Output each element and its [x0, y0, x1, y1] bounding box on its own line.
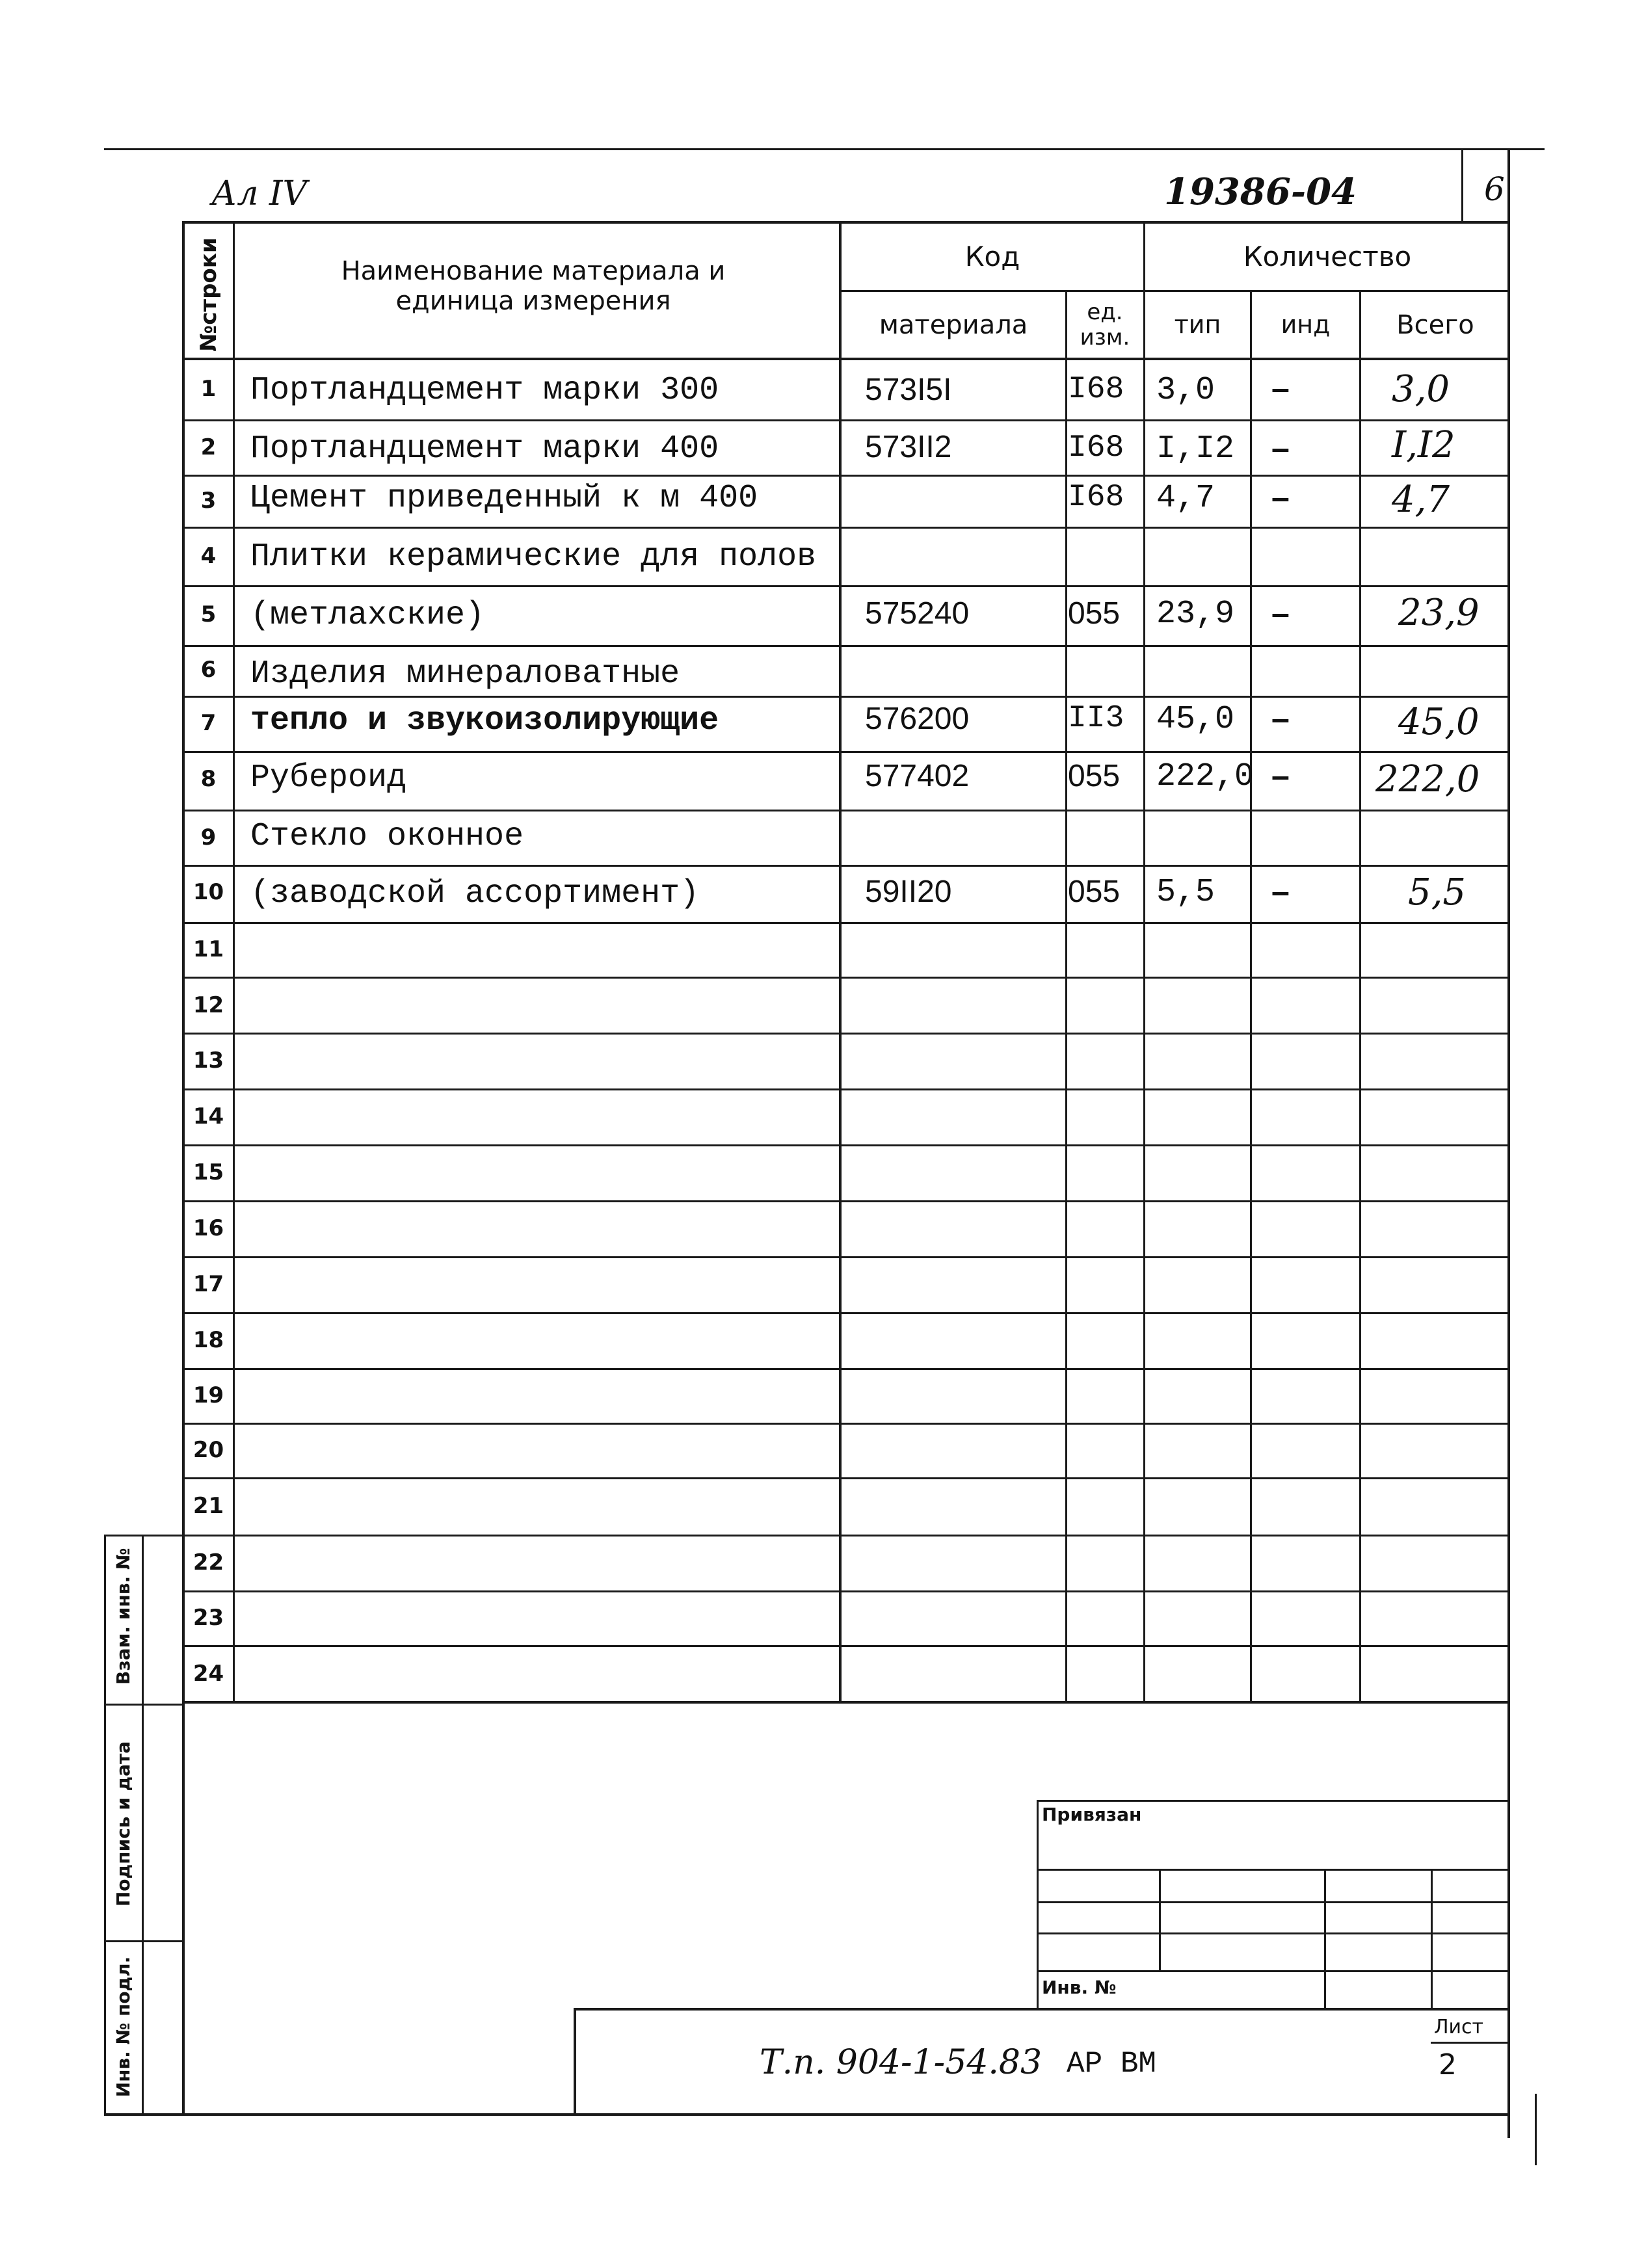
qty-type: 23,9: [1156, 596, 1235, 633]
qty-ind: –: [1271, 758, 1290, 794]
row-line: [182, 751, 1510, 753]
side-label-inv-podl: Инв. № подл.: [113, 1956, 134, 2098]
side-block-left: [104, 1535, 106, 2115]
stamp-sheet-label: Лист: [1434, 2016, 1484, 2038]
row-line: [182, 1535, 1510, 1536]
stamp-grid-line: [1037, 1901, 1510, 1903]
row-line: [182, 645, 1510, 647]
row-number: 2: [200, 434, 217, 460]
rownum-column-border: [233, 221, 235, 1702]
stamp-sheet-sep: [1431, 2042, 1510, 2044]
stamp-grid-line: [1037, 1970, 1510, 1972]
stamp-grid-col: [1431, 1869, 1433, 2008]
unit-code: I68: [1068, 372, 1124, 407]
side-block-sep-1: [104, 1704, 185, 1706]
material-code: 573II2: [865, 430, 952, 464]
qty-total: 3,0: [1392, 368, 1450, 410]
stamp-section: АР ВМ: [1067, 2047, 1157, 2081]
stamp-privyazan-top: [1037, 1800, 1510, 1802]
row-line: [182, 865, 1510, 867]
material-code: 577402: [865, 759, 970, 793]
ind-total-border: [1359, 291, 1361, 1702]
row-number: 4: [200, 543, 217, 569]
side-label-podpis: Подпись и дата: [113, 1741, 134, 1907]
row-number: 3: [200, 488, 217, 514]
unit-code: 055: [1068, 875, 1121, 909]
row-number: 1: [200, 376, 217, 402]
row-number: 21: [192, 1493, 224, 1519]
stamp-grid-line: [1037, 1869, 1510, 1871]
top-frame-line: [104, 148, 1545, 150]
code-qty-border: [1143, 221, 1145, 1702]
row-line: [182, 1368, 1510, 1370]
row-line: [182, 1477, 1510, 1479]
header-code: Код: [964, 240, 1020, 272]
row-number: 13: [192, 1048, 224, 1074]
qty-type: 222,0: [1156, 758, 1254, 795]
qty-ind: –: [1271, 873, 1290, 910]
material-name: (метлахские): [250, 597, 485, 634]
row-line: [182, 419, 1510, 421]
row-number: 18: [192, 1327, 224, 1353]
row-number: 24: [192, 1661, 224, 1687]
stamp-grid-col: [1159, 1869, 1161, 1970]
row-line: [182, 1088, 1510, 1090]
row-line: [182, 1144, 1510, 1146]
qty-ind: –: [1271, 370, 1290, 406]
row-number: 12: [192, 992, 224, 1018]
unit-code: I68: [1068, 430, 1124, 466]
row-number: 10: [192, 879, 224, 905]
material-code: 573I5I: [865, 373, 952, 407]
row-number: 23: [192, 1605, 224, 1631]
material-name: Портландцемент марки 300: [250, 372, 719, 409]
qty-type: 3,0: [1156, 372, 1215, 409]
stamp-main-left: [574, 2008, 576, 2115]
header-material-name: Наименование материала и единица измерения: [341, 256, 726, 316]
material-name: Портландцемент марки 400: [250, 430, 719, 468]
right-margin-tick: [1535, 2094, 1537, 2165]
header-code-unit: ед. изм.: [1080, 298, 1130, 350]
row-number: 7: [200, 710, 217, 736]
unit-code: I68: [1068, 480, 1124, 515]
row-line: [182, 1256, 1510, 1258]
row-line: [182, 527, 1510, 529]
row-line: [182, 1423, 1510, 1425]
row-line: [182, 1645, 1510, 1647]
stamp-privyazan-label: Привязан: [1042, 1804, 1142, 1825]
type-ind-border: [1250, 291, 1252, 1702]
side-block-top: [104, 1535, 185, 1536]
stamp-inv-no-label: Инв. №: [1042, 1977, 1117, 1998]
row-number: 6: [200, 657, 217, 683]
row-number: 17: [192, 1271, 224, 1297]
name-column-border: [839, 221, 842, 1702]
row-number: 15: [192, 1159, 224, 1185]
header-qty-type: тип: [1174, 310, 1221, 339]
material-name: Изделия минераловатные: [250, 655, 680, 692]
material-name: (заводской ассортимент): [250, 875, 700, 912]
row-number: 11: [192, 936, 224, 962]
row-number: 22: [192, 1549, 224, 1576]
qty-type: 5,5: [1156, 874, 1215, 911]
material-code: 59II20: [865, 875, 952, 909]
unit-code: 055: [1068, 759, 1121, 793]
material-name: Рубероид: [250, 759, 407, 797]
side-block-mid: [142, 1535, 144, 2115]
qty-total: 4,7: [1392, 479, 1450, 521]
left-corner-mark: Ал IV: [211, 174, 308, 213]
row-number: 5: [200, 601, 217, 627]
stamp-privyazan-left: [1037, 1800, 1039, 2008]
row-number: 8: [200, 766, 217, 792]
row-line: [182, 922, 1510, 924]
material-name: Цемент приведенный к м 400: [250, 480, 758, 517]
row-line: [182, 475, 1510, 477]
qty-ind: –: [1271, 479, 1290, 516]
page-mark: 6: [1484, 170, 1505, 208]
row-line: [182, 1200, 1510, 1202]
material-name: Плитки керамические для полов: [250, 538, 817, 575]
qty-ind: –: [1271, 595, 1290, 631]
row-line: [182, 585, 1510, 587]
qty-ind: –: [1271, 430, 1290, 466]
row-number: 9: [200, 824, 217, 850]
stamp-document-code: Т.п. 904-1-54.83: [760, 2043, 1042, 2082]
header-code-material: материала: [879, 310, 1028, 340]
row-number: 19: [192, 1382, 224, 1408]
page-box-left: [1461, 148, 1463, 222]
qty-type: I,I2: [1156, 430, 1235, 468]
row-line: [182, 810, 1510, 811]
qty-ind: –: [1271, 700, 1290, 737]
page-bottom-line: [104, 2113, 1510, 2116]
qty-total: I,I2: [1392, 424, 1455, 466]
stamp-grid-line: [1037, 1932, 1510, 1934]
row-number: 16: [192, 1215, 224, 1241]
right-frame-line: [1507, 148, 1510, 2138]
header-mid-line: [839, 290, 1510, 292]
qty-total: 45,0: [1398, 701, 1480, 743]
table-top-border: [182, 221, 1510, 224]
header-quantity: Количество: [1243, 240, 1412, 272]
material-code: 576200: [865, 702, 970, 736]
row-line: [182, 1033, 1510, 1035]
code-unit-border: [1065, 291, 1067, 1702]
row-line: [182, 1590, 1510, 1592]
material-name: тепло и звукоизолирующие: [250, 702, 719, 739]
table-bottom-line: [182, 1701, 1510, 1704]
side-block-sep-2: [104, 1940, 185, 1942]
unit-code: II3: [1068, 701, 1124, 736]
stamp-sheet-number: 2: [1439, 2048, 1457, 2081]
qty-type: 45,0: [1156, 701, 1235, 738]
stamp-grid-col: [1324, 1869, 1326, 2008]
qty-total: 5,5: [1408, 871, 1467, 914]
row-line: [182, 1312, 1510, 1314]
row-number: 20: [192, 1437, 224, 1463]
qty-total: 222,0: [1375, 758, 1480, 800]
header-qty-ind: инд: [1281, 310, 1331, 339]
material-name: Стекло оконное: [250, 818, 524, 855]
row-number: 14: [192, 1103, 224, 1129]
material-code: 575240: [865, 596, 970, 631]
qty-type: 4,7: [1156, 480, 1215, 517]
qty-total: 23,9: [1398, 592, 1480, 634]
row-line: [182, 977, 1510, 979]
header-bottom-line: [182, 358, 1510, 360]
header-row-number: №строки: [196, 237, 222, 352]
row-line: [182, 696, 1510, 698]
document-number: 19386-04: [1164, 170, 1357, 213]
unit-code: 055: [1068, 596, 1121, 631]
header-qty-total: Всего: [1396, 310, 1474, 340]
stamp-main-top: [574, 2008, 1510, 2011]
side-label-vzam: Взам. инв. №: [113, 1548, 134, 1685]
